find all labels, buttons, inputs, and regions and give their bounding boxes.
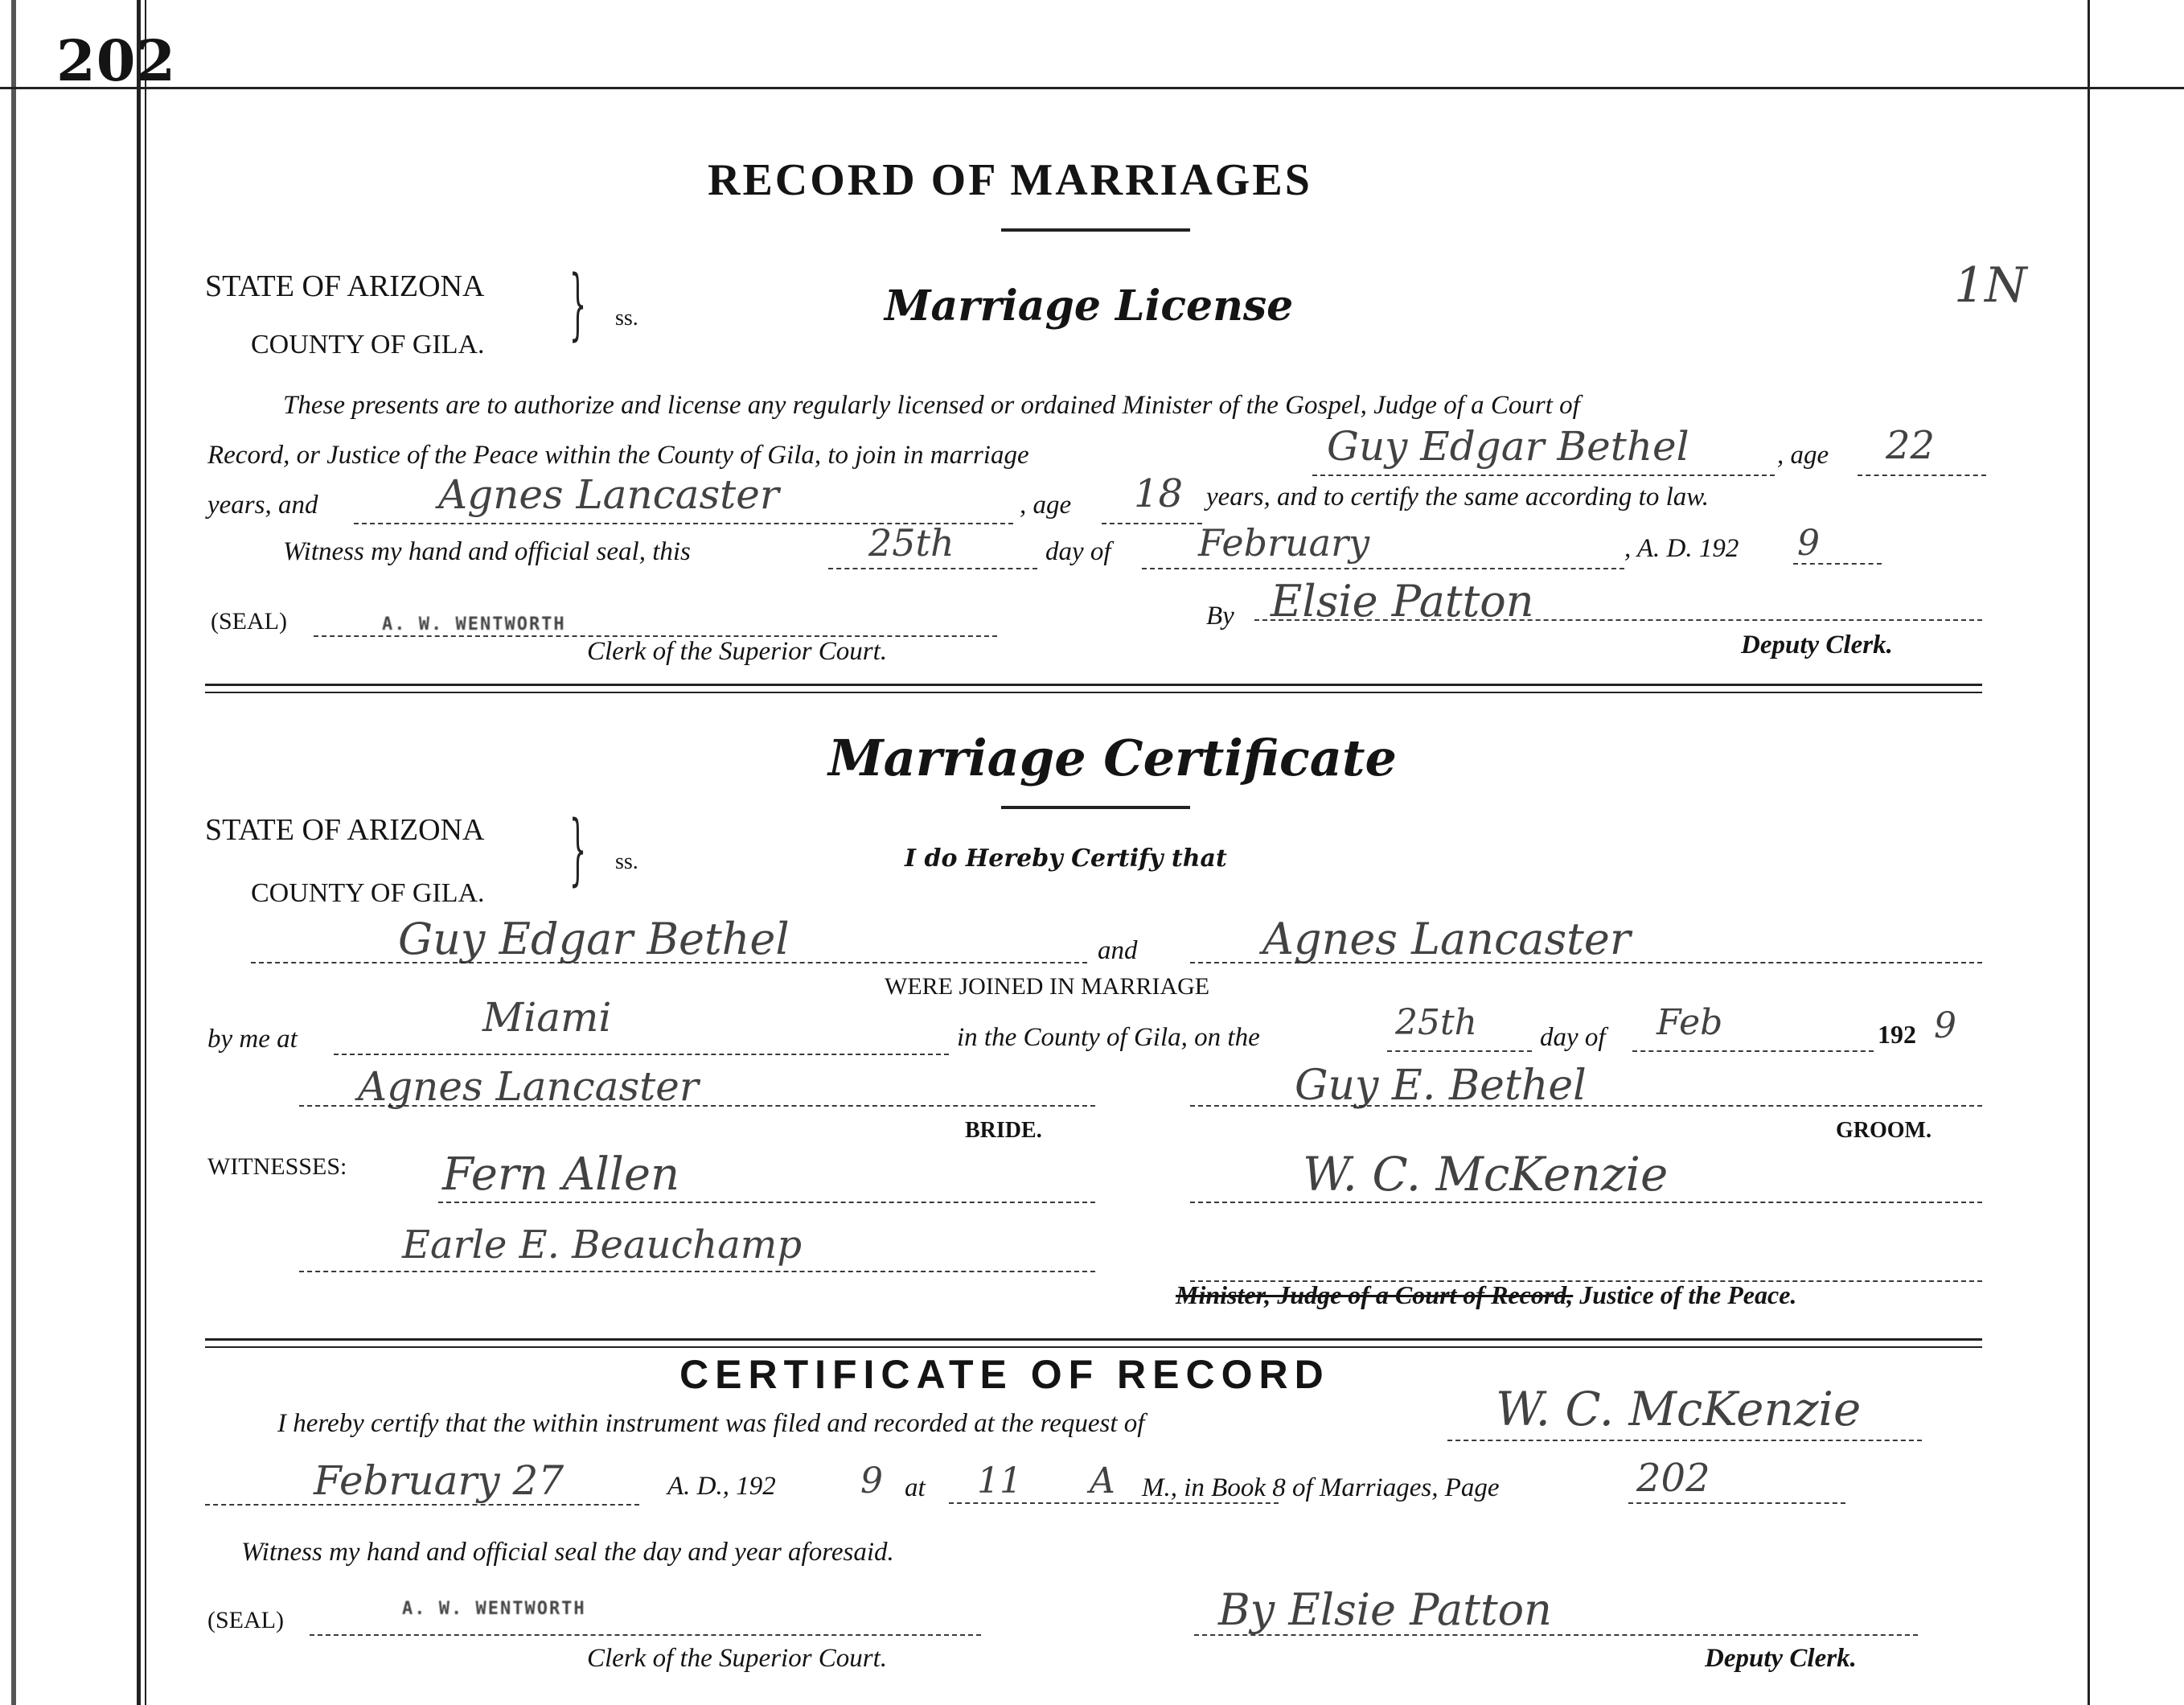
groom-age-line <box>1858 475 1986 476</box>
record-requester-line <box>1447 1440 1922 1441</box>
certificate-officiant-signature: W. C. McKenzie <box>1303 1147 1669 1202</box>
record-witness-text: Witness my hand and official seal the day and year aforesaid. <box>241 1538 894 1567</box>
license-deputy-signature: Elsie Patton <box>1271 576 1534 627</box>
license-day: 25th <box>868 521 954 565</box>
page-title: RECORD OF MARRIAGES <box>708 155 1312 205</box>
certificate-groom-signature: Guy E. Bethel <box>1295 1062 1587 1110</box>
officiant-title-kept: Justice of the Peace. <box>1573 1280 1797 1309</box>
license-bride-name: Agnes Lancaster <box>438 471 779 518</box>
certificate-certify-text: I do Hereby Certify that <box>905 844 1227 873</box>
record-deputy-signature: By Elsie Patton <box>1218 1584 1552 1635</box>
license-day-line <box>828 568 1037 569</box>
left-binding-rule <box>11 0 16 1705</box>
certificate-groom-name: Guy Edgar Bethel <box>398 914 790 964</box>
license-text-line2: Record, or Justice of the Peace within the County of Gila, to join in marriage <box>207 441 1029 470</box>
license-year-line <box>1793 563 1882 565</box>
certificate-month: Feb <box>1656 1002 1723 1043</box>
certificate-year-digit: 9 <box>1934 1005 1956 1046</box>
record-page: 202 <box>1636 1456 1710 1501</box>
license-divider-bottom <box>205 692 1982 693</box>
license-seal: (SEAL) <box>211 608 287 635</box>
record-request-text: I hereby certify that the within instrument was filed and recorded at the request of <box>277 1409 1145 1438</box>
record-ampm: A <box>1090 1461 1115 1502</box>
license-year-digit: 9 <box>1797 523 1820 564</box>
left-margin-rule-inner <box>145 0 146 1705</box>
license-heading: Marriage License <box>885 281 1294 331</box>
page-number: 202 <box>56 27 177 94</box>
left-margin-rule <box>137 0 141 1705</box>
license-years-and: years, and <box>207 491 318 520</box>
license-day-of: day of <box>1045 537 1111 566</box>
cert-witness2-line <box>299 1271 1095 1272</box>
cert-place-line <box>334 1054 949 1055</box>
license-county: COUNTY OF GILA. <box>251 330 485 359</box>
certificate-by-me-at: by me at <box>207 1025 298 1054</box>
cert-month-line <box>1632 1050 1874 1052</box>
right-margin-rule <box>2088 0 2090 1705</box>
license-age-label-1: , age <box>1777 441 1829 470</box>
record-requester: W. C. McKenzie <box>1496 1382 1862 1436</box>
cert-witness1-line <box>438 1202 1095 1203</box>
record-clerk-line <box>310 1634 981 1636</box>
certificate-ss: ss. <box>615 849 638 874</box>
record-hour: 11 <box>977 1461 1022 1502</box>
license-by: By <box>1206 602 1234 631</box>
license-ss: ss. <box>615 306 638 331</box>
record-year-digit: 9 <box>860 1461 883 1502</box>
certificate-joined: WERE JOINED IN MARRIAGE <box>885 973 1210 1000</box>
certificate-day: 25th <box>1395 1002 1478 1043</box>
certificate-officiant-title <box>1176 1280 1796 1310</box>
license-state: STATE OF ARIZONA <box>205 269 485 303</box>
cert-officiant-line <box>1190 1202 1982 1203</box>
certificate-county: COUNTY OF GILA. <box>251 878 485 908</box>
license-witness-text: Witness my hand and official seal, this <box>283 537 691 566</box>
certificate-bride-name: Agnes Lancaster <box>1262 914 1631 964</box>
certificate-divider-top <box>205 1338 1982 1341</box>
record-clerk-stamp: A. W. WENTWORTH <box>402 1599 586 1619</box>
officiant-title-struck: Minister, Judge of a Court of Record, <box>1176 1280 1574 1309</box>
record-book-text: M., in Book 8 of Marriages, Page <box>1142 1473 1500 1502</box>
certificate-and: and <box>1098 936 1138 965</box>
certificate-day-of: day of <box>1540 1023 1606 1052</box>
record-date: February 27 <box>314 1457 564 1504</box>
license-text-line1: These presents are to authorize and license any regularly licensed or ordained Minister of the Gospel, Judge of a Court of <box>283 391 1580 420</box>
certificate-bride-signature: Agnes Lancaster <box>358 1063 699 1110</box>
record-seal: (SEAL) <box>207 1607 284 1633</box>
certificate-heading-underline <box>1001 806 1190 809</box>
record-page-line <box>1628 1502 1845 1504</box>
certificate-brace: } <box>569 804 587 894</box>
record-ad: A. D., 192 <box>667 1472 776 1501</box>
license-clerk-title: Clerk of the Superior Court. <box>587 637 888 666</box>
groom-name-line <box>1312 475 1775 476</box>
certificate-in-county: in the County of Gila, on the <box>957 1023 1260 1052</box>
record-at: at <box>905 1473 926 1502</box>
license-deputy-title: Deputy Clerk. <box>1741 631 1893 659</box>
license-brace: } <box>569 259 587 349</box>
license-groom-age: 22 <box>1886 423 1936 468</box>
cert-day-line <box>1387 1050 1532 1052</box>
record-date-line <box>205 1504 639 1506</box>
license-certify-text: years, and to certify the same according to law. <box>1206 483 1710 512</box>
license-month: February <box>1198 521 1370 565</box>
certificate-witnesses-label: WITNESSES: <box>207 1153 347 1180</box>
license-bride-age: 18 <box>1134 471 1184 516</box>
license-ad-label: , A. D. 192 <box>1624 534 1739 563</box>
top-rule <box>0 87 2184 89</box>
certificate-heading: Marriage Certificate <box>828 729 1397 787</box>
license-divider-top <box>205 684 1982 686</box>
certificate-witness-2: Earle E. Beauchamp <box>402 1222 803 1267</box>
certificate-groom-label: GROOM. <box>1836 1118 1932 1143</box>
certificate-divider-bottom <box>205 1346 1982 1348</box>
record-heading: CERTIFICATE OF RECORD <box>679 1352 1330 1397</box>
bride-age-line <box>1102 523 1202 524</box>
license-clerk-stamp: A. W. WENTWORTH <box>382 614 566 635</box>
license-month-line <box>1142 568 1624 569</box>
certificate-state: STATE OF ARIZONA <box>205 813 485 847</box>
certificate-witness-1: Fern Allen <box>442 1148 680 1201</box>
record-deputy-title: Deputy Clerk. <box>1705 1644 1857 1673</box>
license-corner-mark: 1N <box>1954 257 2027 314</box>
title-underline <box>1001 228 1190 232</box>
license-groom-name: Guy Edgar Bethel <box>1327 423 1689 470</box>
certificate-bride-label: BRIDE. <box>965 1118 1042 1143</box>
certificate-place: Miami <box>482 994 612 1041</box>
license-age-label-2: , age <box>1020 491 1072 520</box>
certificate-year: 192 <box>1878 1020 1916 1049</box>
record-clerk-title: Clerk of the Superior Court. <box>587 1644 888 1673</box>
